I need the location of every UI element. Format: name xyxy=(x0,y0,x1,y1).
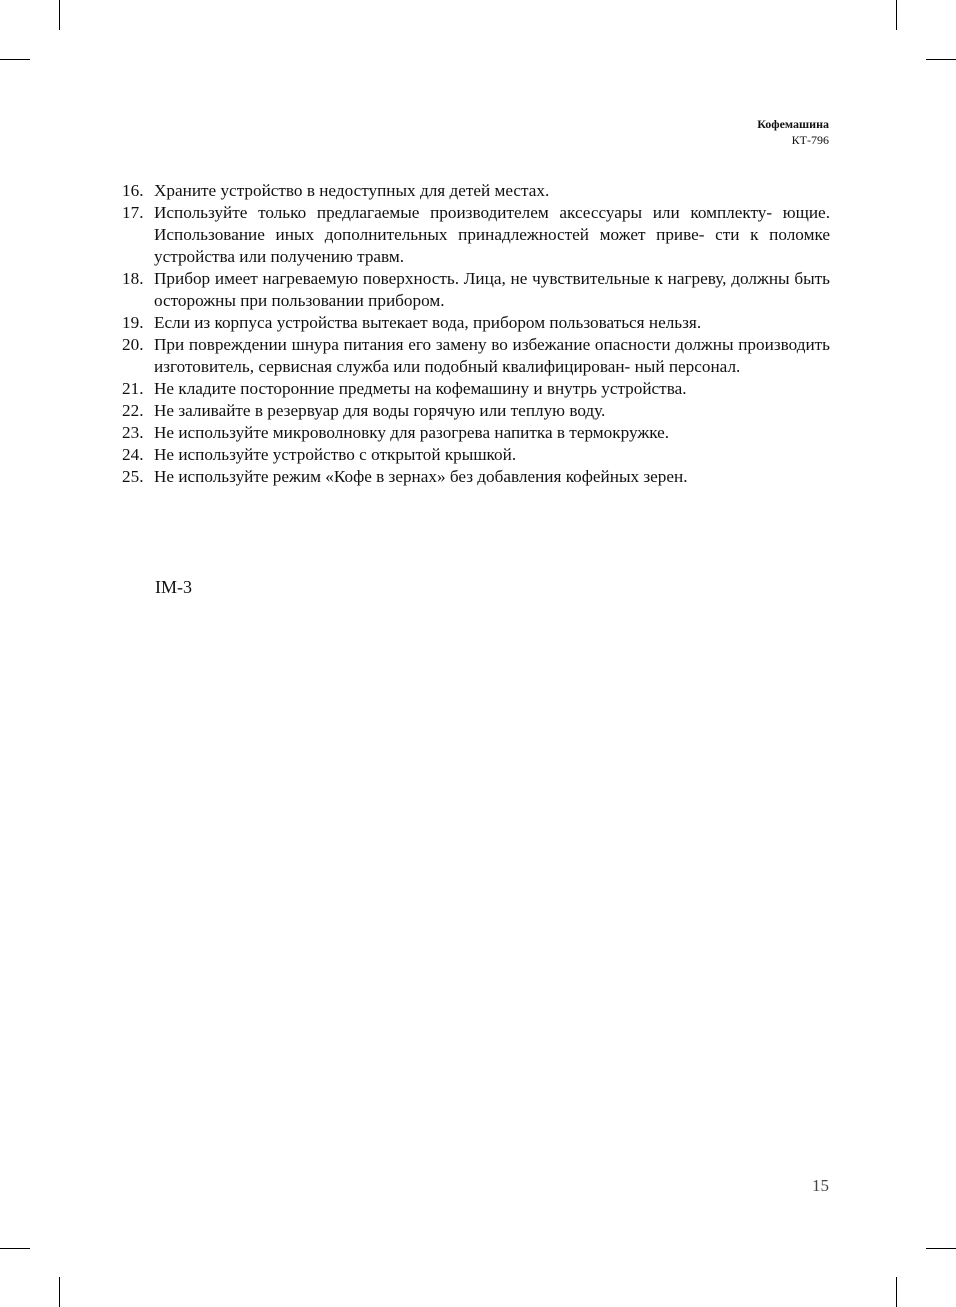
crop-mark-bottom-right-horizontal xyxy=(926,1248,956,1249)
item-text: Не используйте микроволновку для разогрева напитка в термокружке. xyxy=(154,423,670,442)
list-item xyxy=(122,378,830,400)
list-item xyxy=(122,466,830,488)
item-text: Прибор имеет нагреваемую поверхность. Лица, не чувствительные к нагреву, должны быть осторожны при пользовании прибором. xyxy=(154,269,830,310)
list-item xyxy=(122,312,830,334)
list-item xyxy=(122,202,830,268)
product-model: КТ-796 xyxy=(791,133,829,147)
crop-mark-top-right-horizontal xyxy=(926,59,956,60)
item-text: Не заливайте в резервуар для воды горячую или теплую воду. xyxy=(154,401,606,420)
crop-mark-bottom-right-vertical xyxy=(896,1277,897,1307)
item-text: Не используйте режим «Кофе в зернах» без добавления кофейных зерен. xyxy=(154,467,688,486)
item-text: При повреждении шнура питания его замену во избежание опасности должны производить изготовитель, сервисная служба или подобный квалифицирован- ный персонал. xyxy=(154,335,830,376)
list-item xyxy=(122,400,830,422)
item-number: 16. xyxy=(122,181,144,200)
item-text: Если из корпуса устройства вытекает вода, прибором пользоваться нельзя. xyxy=(154,313,702,332)
item-number: 17. xyxy=(122,203,144,222)
item-number: 19. xyxy=(122,313,144,332)
item-number: 21. xyxy=(122,379,144,398)
crop-mark-bottom-left-horizontal xyxy=(0,1248,30,1249)
safety-instructions-list xyxy=(122,180,830,488)
list-item xyxy=(122,422,830,444)
item-number: 20. xyxy=(122,335,144,354)
item-number: 18. xyxy=(122,269,144,288)
crop-mark-bottom-left-vertical xyxy=(59,1277,60,1307)
item-number: 25. xyxy=(122,467,144,486)
list-item xyxy=(122,268,830,312)
crop-mark-top-right-vertical xyxy=(896,0,897,30)
item-text: Используйте только предлагаемые производителем аксессуары или комплекту- ющие. Использование иных дополнительных принадлежностей может приве- сти к поломке устройства или получению травм. xyxy=(154,203,830,266)
item-text: Не используйте устройство с открытой крышкой. xyxy=(154,445,517,464)
product-title: Кофемашина xyxy=(757,117,829,131)
item-number: 23. xyxy=(122,423,144,442)
model-code: IM-3 xyxy=(155,577,192,597)
crop-mark-top-left-horizontal xyxy=(0,59,30,60)
item-text: Не кладите посторонние предметы на кофемашину и внутрь устройства. xyxy=(154,379,687,398)
list-item xyxy=(122,180,830,202)
item-number: 22. xyxy=(122,401,144,420)
list-item xyxy=(122,444,830,466)
page-header xyxy=(757,116,829,148)
list-item xyxy=(122,334,830,378)
item-text: Храните устройство в недоступных для детей местах. xyxy=(154,181,550,200)
crop-mark-top-left-vertical xyxy=(59,0,60,30)
item-number: 24. xyxy=(122,445,144,464)
page-number: 15 xyxy=(812,1176,829,1195)
